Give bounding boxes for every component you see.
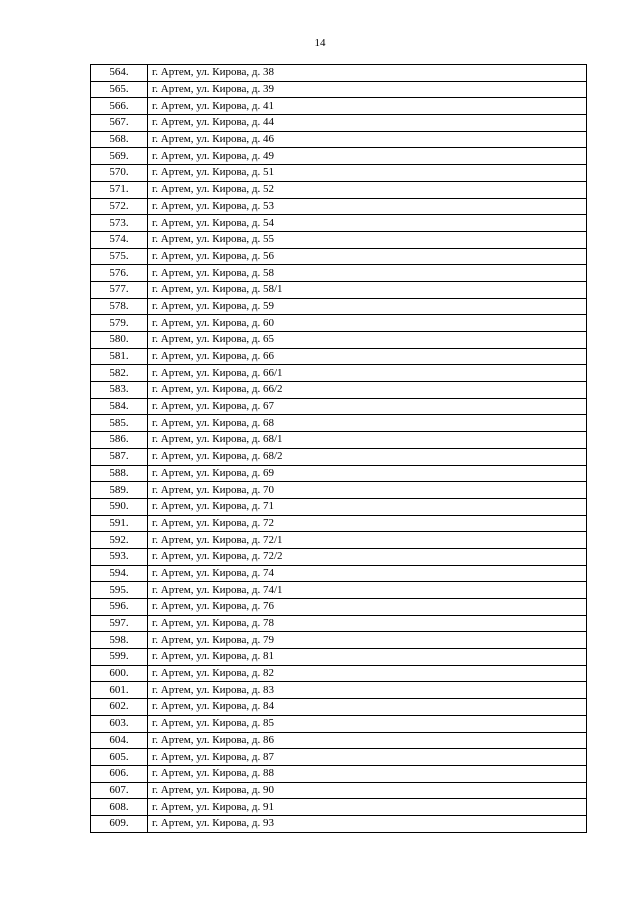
address-cell: г. Артем, ул. Кирова, д. 69 xyxy=(148,465,587,482)
address-cell: г. Артем, ул. Кирова, д. 70 xyxy=(148,482,587,499)
table-row xyxy=(91,332,587,349)
table-row xyxy=(91,582,587,599)
row-number-cell: 569. xyxy=(91,148,148,165)
row-number-cell: 571. xyxy=(91,181,148,198)
table-row xyxy=(91,198,587,215)
row-number-cell: 587. xyxy=(91,448,148,465)
address-cell: г. Артем, ул. Кирова, д. 74 xyxy=(148,565,587,582)
address-cell: г. Артем, ул. Кирова, д. 83 xyxy=(148,682,587,699)
table-row xyxy=(91,649,587,666)
row-number-cell: 593. xyxy=(91,548,148,565)
row-number-cell: 574. xyxy=(91,231,148,248)
address-cell: г. Артем, ул. Кирова, д. 82 xyxy=(148,665,587,682)
table-row xyxy=(91,532,587,549)
address-cell: г. Артем, ул. Кирова, д. 72 xyxy=(148,515,587,532)
row-number-cell: 570. xyxy=(91,165,148,182)
address-cell: г. Артем, ул. Кирова, д. 90 xyxy=(148,782,587,799)
row-number-cell: 585. xyxy=(91,415,148,432)
row-number-cell: 603. xyxy=(91,715,148,732)
row-number-cell: 576. xyxy=(91,265,148,282)
address-cell: г. Артем, ул. Кирова, д. 60 xyxy=(148,315,587,332)
table-row xyxy=(91,315,587,332)
row-number-cell: 578. xyxy=(91,298,148,315)
address-cell: г. Артем, ул. Кирова, д. 66/2 xyxy=(148,382,587,399)
row-number-cell: 596. xyxy=(91,599,148,616)
row-number-cell: 591. xyxy=(91,515,148,532)
row-number-cell: 584. xyxy=(91,398,148,415)
address-cell: г. Артем, ул. Кирова, д. 68/1 xyxy=(148,432,587,449)
table-row xyxy=(91,682,587,699)
row-number-cell: 573. xyxy=(91,215,148,232)
address-cell: г. Артем, ул. Кирова, д. 76 xyxy=(148,599,587,616)
row-number-cell: 605. xyxy=(91,749,148,766)
table-row xyxy=(91,365,587,382)
table-row xyxy=(91,548,587,565)
table-row xyxy=(91,465,587,482)
table-row xyxy=(91,148,587,165)
row-number-cell: 581. xyxy=(91,348,148,365)
address-cell: г. Артем, ул. Кирова, д. 66 xyxy=(148,348,587,365)
address-cell: г. Артем, ул. Кирова, д. 53 xyxy=(148,198,587,215)
row-number-cell: 599. xyxy=(91,649,148,666)
address-cell: г. Артем, ул. Кирова, д. 55 xyxy=(148,231,587,248)
row-number-cell: 609. xyxy=(91,815,148,832)
table-row xyxy=(91,782,587,799)
table-row xyxy=(91,715,587,732)
table-row xyxy=(91,515,587,532)
address-table xyxy=(90,64,587,833)
row-number-cell: 575. xyxy=(91,248,148,265)
table-row xyxy=(91,281,587,298)
address-cell: г. Артем, ул. Кирова, д. 72/1 xyxy=(148,532,587,549)
row-number-cell: 594. xyxy=(91,565,148,582)
row-number-cell: 600. xyxy=(91,665,148,682)
row-number-cell: 595. xyxy=(91,582,148,599)
table-row xyxy=(91,432,587,449)
table-row xyxy=(91,298,587,315)
address-cell: г. Артем, ул. Кирова, д. 68 xyxy=(148,415,587,432)
row-number-cell: 589. xyxy=(91,482,148,499)
address-cell: г. Артем, ул. Кирова, д. 84 xyxy=(148,699,587,716)
table-row xyxy=(91,81,587,98)
table-row xyxy=(91,265,587,282)
row-number-cell: 608. xyxy=(91,799,148,816)
table-row xyxy=(91,348,587,365)
row-number-cell: 597. xyxy=(91,615,148,632)
table-row xyxy=(91,482,587,499)
table-row xyxy=(91,165,587,182)
address-cell: г. Артем, ул. Кирова, д. 58/1 xyxy=(148,281,587,298)
table-row xyxy=(91,498,587,515)
table-row xyxy=(91,181,587,198)
row-number-cell: 588. xyxy=(91,465,148,482)
address-cell: г. Артем, ул. Кирова, д. 65 xyxy=(148,332,587,349)
row-number-cell: 607. xyxy=(91,782,148,799)
address-cell: г. Артем, ул. Кирова, д. 54 xyxy=(148,215,587,232)
table-row xyxy=(91,231,587,248)
row-number-cell: 606. xyxy=(91,765,148,782)
address-cell: г. Артем, ул. Кирова, д. 93 xyxy=(148,815,587,832)
row-number-cell: 577. xyxy=(91,281,148,298)
row-number-cell: 572. xyxy=(91,198,148,215)
row-number-cell: 566. xyxy=(91,98,148,115)
table-row xyxy=(91,131,587,148)
table-row xyxy=(91,699,587,716)
address-cell: г. Артем, ул. Кирова, д. 91 xyxy=(148,799,587,816)
table-row xyxy=(91,98,587,115)
row-number-cell: 565. xyxy=(91,81,148,98)
row-number-cell: 592. xyxy=(91,532,148,549)
row-number-cell: 579. xyxy=(91,315,148,332)
table-row xyxy=(91,732,587,749)
table-row xyxy=(91,665,587,682)
row-number-cell: 583. xyxy=(91,382,148,399)
table-row xyxy=(91,215,587,232)
table-row xyxy=(91,749,587,766)
address-cell: г. Артем, ул. Кирова, д. 86 xyxy=(148,732,587,749)
address-cell: г. Артем, ул. Кирова, д. 72/2 xyxy=(148,548,587,565)
table-row xyxy=(91,632,587,649)
row-number-cell: 604. xyxy=(91,732,148,749)
address-cell: г. Артем, ул. Кирова, д. 59 xyxy=(148,298,587,315)
address-cell: г. Артем, ул. Кирова, д. 87 xyxy=(148,749,587,766)
address-cell: г. Артем, ул. Кирова, д. 85 xyxy=(148,715,587,732)
table-row xyxy=(91,398,587,415)
address-cell: г. Артем, ул. Кирова, д. 88 xyxy=(148,765,587,782)
table-row xyxy=(91,615,587,632)
row-number-cell: 601. xyxy=(91,682,148,699)
address-cell: г. Артем, ул. Кирова, д. 78 xyxy=(148,615,587,632)
table-row xyxy=(91,382,587,399)
address-table-body xyxy=(91,65,587,833)
table-row xyxy=(91,65,587,82)
address-cell: г. Артем, ул. Кирова, д. 52 xyxy=(148,181,587,198)
row-number-cell: 602. xyxy=(91,699,148,716)
address-cell: г. Артем, ул. Кирова, д. 66/1 xyxy=(148,365,587,382)
address-cell: г. Артем, ул. Кирова, д. 79 xyxy=(148,632,587,649)
row-number-cell: 582. xyxy=(91,365,148,382)
address-cell: г. Артем, ул. Кирова, д. 74/1 xyxy=(148,582,587,599)
table-row xyxy=(91,565,587,582)
address-cell: г. Артем, ул. Кирова, д. 46 xyxy=(148,131,587,148)
table-row xyxy=(91,599,587,616)
address-cell: г. Артем, ул. Кирова, д. 49 xyxy=(148,148,587,165)
row-number-cell: 567. xyxy=(91,115,148,132)
address-cell: г. Артем, ул. Кирова, д. 51 xyxy=(148,165,587,182)
address-cell: г. Артем, ул. Кирова, д. 81 xyxy=(148,649,587,666)
table-row xyxy=(91,815,587,832)
address-cell: г. Артем, ул. Кирова, д. 44 xyxy=(148,115,587,132)
address-cell: г. Артем, ул. Кирова, д. 56 xyxy=(148,248,587,265)
address-cell: г. Артем, ул. Кирова, д. 38 xyxy=(148,65,587,82)
table-row xyxy=(91,765,587,782)
address-cell: г. Артем, ул. Кирова, д. 41 xyxy=(148,98,587,115)
address-cell: г. Артем, ул. Кирова, д. 39 xyxy=(148,81,587,98)
address-cell: г. Артем, ул. Кирова, д. 68/2 xyxy=(148,448,587,465)
address-cell: г. Артем, ул. Кирова, д. 67 xyxy=(148,398,587,415)
table-row xyxy=(91,115,587,132)
address-cell: г. Артем, ул. Кирова, д. 71 xyxy=(148,498,587,515)
row-number-cell: 564. xyxy=(91,65,148,82)
table-row xyxy=(91,799,587,816)
row-number-cell: 580. xyxy=(91,332,148,349)
row-number-cell: 590. xyxy=(91,498,148,515)
table-row xyxy=(91,248,587,265)
address-cell: г. Артем, ул. Кирова, д. 58 xyxy=(148,265,587,282)
row-number-cell: 568. xyxy=(91,131,148,148)
row-number-cell: 586. xyxy=(91,432,148,449)
table-row xyxy=(91,448,587,465)
page-number: 14 xyxy=(314,37,326,49)
table-row xyxy=(91,415,587,432)
row-number-cell: 598. xyxy=(91,632,148,649)
